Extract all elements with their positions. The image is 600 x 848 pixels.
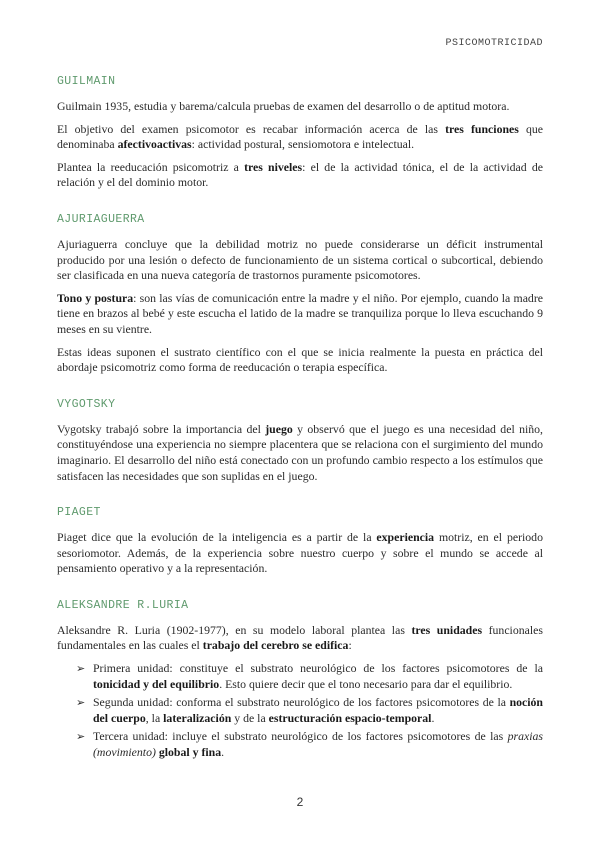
paragraph-text: Guilmain 1935, estudia y barema/calcula pruebas de examen del desarrollo o de aptitud motora. [57,99,510,113]
bold-term: estructuración espacio-temporal [268,710,432,725]
paragraph [57,99,543,115]
paragraph [57,422,543,484]
bold-term: juego [265,421,293,436]
text-run: : actividad postural, sensiomotora e intelectual. [191,137,415,152]
paragraph-text: Ajuriaguerra concluye que la debilidad motriz no puede considerarse un déficit instrumental producido por una lesión o defecto de funcionamiento de un sistema cortical o subcortical, debiendo ser clasificada en una nueva categoría de trastornos puramente psicomotores. [57,236,543,283]
paragraph [57,122,543,153]
paragraph-text: Estas ideas suponen el sustrato científico con el que se inicia realmente la puesta en práctica del abordaje psicomotriz como forma de reeducación o terapia específica. [57,344,543,375]
section-title: ALEKSANDRE R.LURIA [57,598,189,612]
text-run: El objetivo del examen psicomotor es recabar información acerca de las [57,121,446,136]
section-title: VYGOTSKY [57,397,116,411]
text-run: Piaget dice que la evolución de la inteligencia es a partir de la [57,530,377,545]
italic-term: praxias (movimiento) [93,729,543,760]
section-guilmain [57,75,543,191]
paragraph [57,530,543,577]
text-run: Tercera unidad: incluye el substrato neurológico de los factores psicomotores de las [93,729,508,744]
bold-term: tonicidad y del equilibrio [93,676,220,691]
text-run: y observó que el juego es una necesidad del niño, constituyéndose una experiencia no siempre placentera que se relaciona con el surgimiento del mundo imaginario. El desarrollo del niño está conectado con un profundo cambio respecto a los estímulos que satisfacen las necesidades que son suplidas en el juego. [57,421,543,483]
bold-term: tres unidades [411,622,483,637]
text-run: : el de la actividad tónica, el de la actividad de relación y el del dominio motor. [57,159,543,190]
text-run: , la [145,710,164,725]
paragraph [57,160,543,191]
bold-term: global y fina [158,745,222,760]
text-run: : son las vías de comunicación entre la madre y el niño. Por ejemplo, cuando la madre tiene en brazos al bebé y este escucha el latido de la madre se tranquiliza porque lo lleva escuchando 9 meses en su vientre. [57,290,543,336]
bold-term: Tono y postura [57,290,134,305]
text-run: Vygotsky trabajó sobre la importancia del [57,421,266,436]
arrow-bullet-icon: ➢ [76,696,86,710]
text-run: . [431,710,435,725]
arrow-bullet-icon: ➢ [76,730,86,744]
bullet-list [57,661,543,761]
bold-term: afectivoactivas [117,137,192,152]
bold-term: tres niveles [244,159,303,174]
section-piaget [57,506,543,577]
paragraph [57,623,543,654]
section-luria [57,599,543,761]
bold-term: lateralización [163,710,232,725]
text-run: Aleksandre R. Luria (1902-1977), en su modelo laboral plantea las [57,622,412,637]
paragraph [57,345,543,376]
section-ajuriaguerra [57,213,543,376]
bold-term: tres funciones [445,121,519,136]
list-item [57,695,543,726]
section-vygotsky [57,398,543,484]
document-body [57,75,543,783]
text-run: . [221,745,225,760]
section-title: PIAGET [57,506,101,520]
text-run: Primera unidad: constituye el substrato neurológico de los factores psicomotores de la [93,661,543,676]
text-run: motriz, en el periodo sesoriomotor. Además, de la experiencia sobre nuestro cuerpo y sobre el mundo se accede al pensamiento operativo y a la representación. [57,530,543,576]
list-item [57,729,543,760]
text-run: Segunda unidad: conforma el substrato neurológico de los factores psicomotores de la [93,695,510,710]
bold-term: experiencia [376,530,435,545]
document-header: PSICOMOTRICIDAD [445,38,543,49]
text-run: funcionales fundamentales en las cuales el [57,622,543,653]
section-title: AJURIAGUERRA [57,212,145,226]
arrow-bullet-icon: ➢ [76,662,86,676]
text-run: . Esto quiere decir que el tono necesario para dar el equilibrio. [219,676,513,691]
page-number: 2 [296,795,304,809]
bold-term: trabajo del cerebro se edifica [202,638,349,653]
text-run: y de la [231,710,269,725]
bold-term: noción del cuerpo [93,695,543,725]
paragraph [57,237,543,284]
text-run: que denominaba [57,121,544,152]
text-run: Plantea la reeducación psicomotriz a [57,159,245,174]
text-run: : [348,638,352,653]
list-item [57,661,543,692]
section-title: GUILMAIN [57,75,116,88]
paragraph [57,291,543,338]
